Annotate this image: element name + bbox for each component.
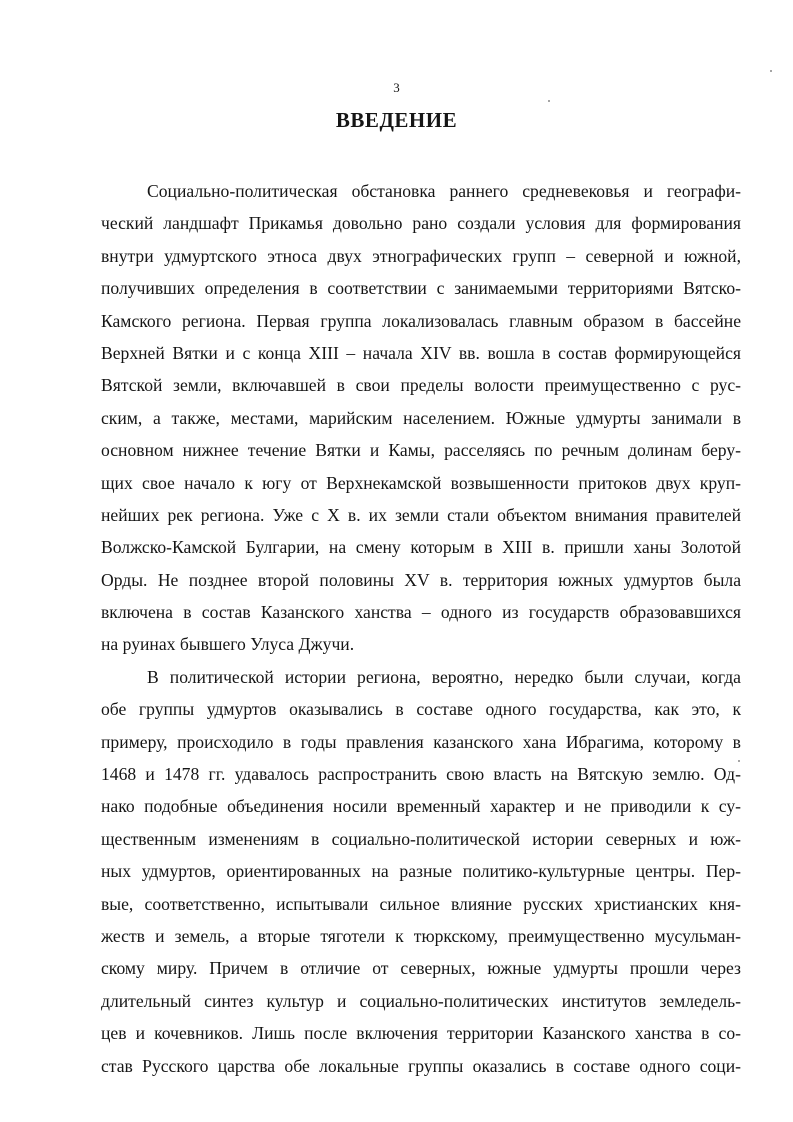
text-line: обе группы удмуртов оказывались в составе одного государства, как это, к: [101, 699, 741, 720]
scan-speck: [738, 760, 740, 762]
text-line: нако подобные объединения носили временный характер и не приводили к су-: [101, 796, 741, 817]
text-line: став Русского царства обе локальные группы оказались в составе одного соци-: [101, 1055, 741, 1076]
body-text: [101, 175, 741, 1082]
paragraph-1: [101, 175, 741, 661]
text-line: щих свое начало к югу от Верхнекамской возвышенности притоков двух круп-: [101, 472, 741, 493]
text-line: 1468 и 1478 гг. удавалось распространить свою власть на Вятскую землю. Од-: [101, 764, 741, 785]
text-line: на руинах бывшего Улуса Джучи.: [101, 634, 355, 655]
text-line: ским, а также, местами, марийским населением. Южные удмурты занимали в: [101, 407, 741, 428]
text-line: щественным изменениям в социально-политической истории северных и юж-: [101, 828, 741, 849]
text-line: длительный синтез культур и социально-политических институтов земледель-: [101, 990, 741, 1011]
page-number: 3: [393, 80, 400, 95]
text-line: вые, соответственно, испытывали сильное влияние русских христианских кня-: [101, 893, 741, 914]
text-line: включена в состав Казанского ханства – одного из государств образовавшихся: [101, 602, 741, 623]
scan-speck: [770, 70, 772, 72]
text-line: Верхней Вятки и с конца XIII – начала XIV вв. вошла в состав формирующейся: [101, 342, 741, 363]
text-line: внутри удмуртского этноса двух этнографических групп – северной и южной,: [101, 245, 741, 266]
text-line: получивших определения в соответствии с занимаемыми территориями Вятско-: [101, 278, 741, 299]
text-line: Орды. Не позднее второй половины XV в. территория южных удмуртов была: [101, 569, 741, 590]
text-line: цев и кочевников. Лишь после включения территории Казанского ханства в со-: [101, 1023, 741, 1044]
text-line: Социально-политическая обстановка раннего средневековья и географи-: [147, 181, 741, 201]
text-line: В политической истории региона, вероятно, нередко были случаи, когда: [147, 666, 741, 687]
text-line: основном нижнее течение Вятки и Камы, расселяясь по речным долинам беру-: [101, 440, 741, 461]
scan-speck: [548, 100, 550, 102]
paragraph-2: [101, 661, 741, 1082]
text-line: жеств и земель, а вторые тяготели к тюркскому, преимущественно мусульман-: [101, 925, 741, 946]
text-line: ческий ландшафт Прикамья довольно рано создали условия для формирования: [101, 213, 741, 234]
text-line: Волжско-Камской Булгарии, на смену которым в XIII в. пришли ханы Золотой: [101, 537, 741, 558]
page-title: ВВЕДЕНИЕ: [335, 108, 458, 132]
text-line: Вятской земли, включавшей в свои пределы волости преимущественно с рус-: [101, 375, 741, 396]
text-line: скому миру. Причем в отличие от северных, южные удмурты прошли через: [101, 958, 741, 979]
text-line: ных удмуртов, ориентированных на разные политико-культурные центры. Пер-: [101, 861, 741, 882]
text-line: Камского региона. Первая группа локализовалась главным образом в бассейне: [101, 310, 741, 331]
text-line: нейших рек региона. Уже с X в. их земли стали объектом внимания правителей: [101, 504, 741, 525]
text-line: примеру, происходило в годы правления казанского хана Ибрагима, которому в: [101, 731, 741, 752]
